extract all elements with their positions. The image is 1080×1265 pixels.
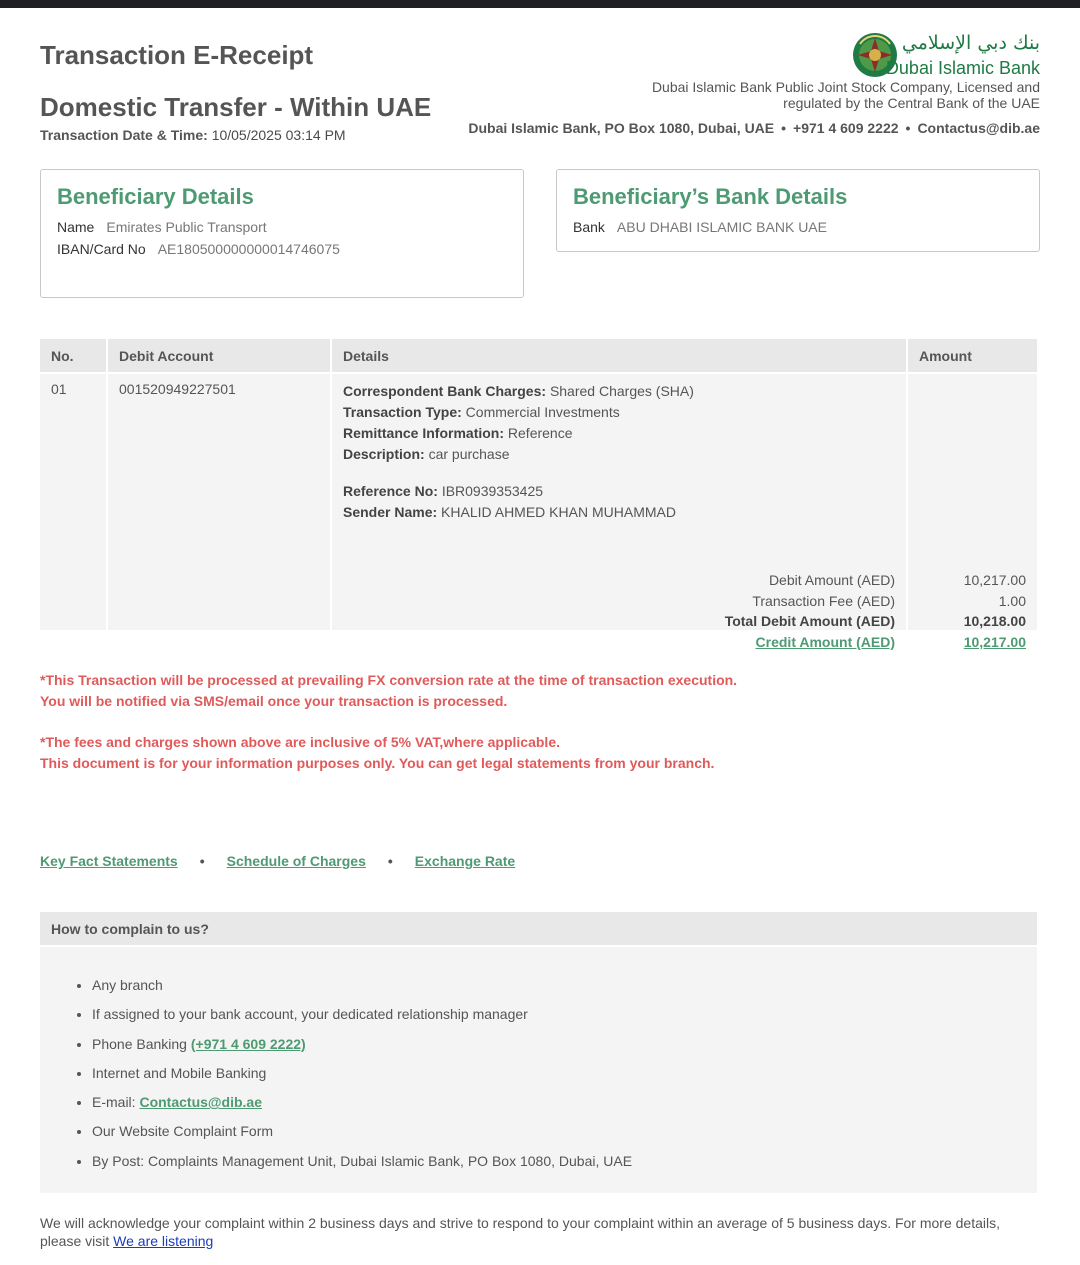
detail-label: Remittance Information: xyxy=(343,425,505,441)
exchange-rate-link[interactable]: Exchange Rate xyxy=(414,853,516,869)
transaction-date xyxy=(40,127,346,143)
total-debit-value: 10,218.00 xyxy=(963,613,1026,630)
beneficiary-details-card xyxy=(40,169,524,298)
transaction-table xyxy=(40,339,1037,650)
notify-note: You will be notified via SMS/email once your transaction is processed. xyxy=(40,692,508,709)
cell-amount xyxy=(908,374,1037,650)
detail-line xyxy=(343,481,895,502)
email-link[interactable]: Contactus@dib.ae xyxy=(139,1094,263,1111)
bank-logo-arabic: بنك دبي الإسلامي xyxy=(901,32,1040,54)
vat-note: *The fees and charges shown above are inclusive of 5% VAT,where applicable. xyxy=(40,734,560,750)
list-item: • Our Website Complaint Form xyxy=(92,1117,1037,1146)
list-item: • Internet and Mobile Banking xyxy=(92,1059,1037,1088)
beneficiary-iban-row xyxy=(57,238,507,260)
detail-label: Reference No: xyxy=(343,483,438,499)
header-details: Details xyxy=(332,339,906,372)
beneficiary-name-label: Name xyxy=(57,219,95,235)
company-line-1: Dubai Islamic Bank Public Joint Stock Company, Licensed and xyxy=(651,79,1040,95)
header-amount: Amount xyxy=(908,339,1037,372)
bank-contact-line xyxy=(468,120,1040,136)
beneficiary-bank-label: Bank xyxy=(573,219,605,235)
beneficiary-bank-card xyxy=(556,169,1040,252)
detail-value: Reference xyxy=(507,425,573,441)
detail-line xyxy=(343,381,895,402)
list-item xyxy=(92,1030,1037,1059)
transfer-type-title: Domestic Transfer - Within UAE xyxy=(40,92,432,122)
bank-phone: +971 4 609 2222 xyxy=(793,120,899,136)
contact-separator: • xyxy=(905,120,911,136)
fx-note: *This Transaction will be processed at prevailing FX conversion rate at the time of transaction execution. xyxy=(40,672,738,688)
schedule-of-charges-link[interactable]: Schedule of Charges xyxy=(226,853,366,869)
beneficiary-name-row xyxy=(57,216,507,238)
transaction-date-label: Transaction Date & Time: xyxy=(40,127,208,143)
company-line-2: regulated by the Central Bank of the UAE xyxy=(783,95,1040,111)
cell-no: 01 xyxy=(40,374,106,630)
detail-line xyxy=(343,444,895,465)
credit-amount-value[interactable]: 10,217.00 xyxy=(963,633,1026,650)
list-item: • By Post: Complaints Management Unit, Dubai Islamic Bank, PO Box 1080, Dubai, UAE xyxy=(92,1147,1037,1176)
bank-email: Contactus@dib.ae xyxy=(917,120,1040,136)
summary-values xyxy=(964,570,1026,652)
header-no: No. xyxy=(40,339,106,372)
complaint-section-title: How to complain to us? xyxy=(40,912,1037,945)
detail-label: Sender Name: xyxy=(343,504,438,520)
summary-labels xyxy=(725,570,895,652)
transaction-date-value: 10/05/2025 03:14 PM xyxy=(211,127,346,143)
credit-amount-label[interactable]: Credit Amount (AED) xyxy=(755,633,895,650)
beneficiary-iban-value: AE180500000000014746075 xyxy=(157,241,340,257)
detail-value: Shared Charges (SHA) xyxy=(549,383,694,399)
detail-value: car purchase xyxy=(428,446,510,462)
policy-links xyxy=(40,853,515,869)
detail-value: Commercial Investments xyxy=(465,404,620,420)
footer-text xyxy=(40,1214,1030,1250)
info-note: This document is for your information purposes only. You can get legal statements from your branch. xyxy=(40,754,715,771)
beneficiary-iban-label: IBAN/Card No xyxy=(57,241,146,257)
disclaimer-notes xyxy=(40,670,737,773)
cell-details xyxy=(332,374,906,650)
link-separator: • xyxy=(199,853,205,869)
beneficiary-name-value: Emirates Public Transport xyxy=(106,219,267,235)
beneficiary-bank-row xyxy=(573,216,1023,238)
detail-line xyxy=(343,502,895,523)
we-are-listening-link[interactable]: We are listening xyxy=(113,1233,214,1249)
list-item: • Any branch xyxy=(92,971,1037,1000)
bank-logo xyxy=(840,32,1040,80)
receipt-title: Transaction E-Receipt xyxy=(40,40,314,70)
detail-value: IBR0939353425 xyxy=(441,483,544,499)
beneficiary-bank-title: Beneficiary’s Bank Details xyxy=(573,184,848,209)
beneficiary-bank-value: ABU DHABI ISLAMIC BANK UAE xyxy=(616,219,827,235)
detail-value: KHALID AHMED KHAN MUHAMMAD xyxy=(441,504,676,520)
debit-amount-label: Debit Amount (AED) xyxy=(768,572,895,588)
debit-amount-value: 10,217.00 xyxy=(963,572,1026,588)
header-debit-account: Debit Account xyxy=(108,339,330,372)
link-separator: • xyxy=(387,853,393,869)
beneficiary-details-title: Beneficiary Details xyxy=(57,184,254,209)
bank-logo-english: Dubai Islamic Bank xyxy=(885,58,1040,78)
detail-label: Description: xyxy=(343,446,425,462)
detail-label: Correspondent Bank Charges: xyxy=(343,383,547,399)
detail-label: Transaction Type: xyxy=(343,404,462,420)
footer-message: We will acknowledge your complaint within 2 business days and strive to respond to your complaint within an average of 5 business days. For more details, please visit xyxy=(40,1215,1001,1249)
detail-line xyxy=(343,402,895,423)
list-item xyxy=(92,1088,1037,1117)
transaction-fee-label: Transaction Fee (AED) xyxy=(752,592,895,609)
cell-debit-account: 001520949227501 xyxy=(108,374,330,630)
transaction-fee-value: 1.00 xyxy=(998,592,1026,609)
email-label: E-mail: xyxy=(92,1094,140,1111)
detail-line xyxy=(343,423,895,444)
list-item: • If assigned to your bank account, your dedicated relationship manager xyxy=(92,1000,1037,1029)
key-fact-statements-link[interactable]: Key Fact Statements xyxy=(40,853,178,869)
top-bar xyxy=(0,0,1080,8)
contact-separator: • xyxy=(781,120,787,136)
bank-address: Dubai Islamic Bank, PO Box 1080, Dubai, UAE xyxy=(468,120,775,136)
total-debit-label: Total Debit Amount (AED) xyxy=(724,613,895,630)
company-info xyxy=(580,79,1040,111)
phone-banking-label: Phone Banking xyxy=(92,1035,191,1052)
phone-banking-link[interactable]: (+971 4 609 2222) xyxy=(190,1035,306,1052)
complaint-channels-list xyxy=(40,947,1037,1193)
